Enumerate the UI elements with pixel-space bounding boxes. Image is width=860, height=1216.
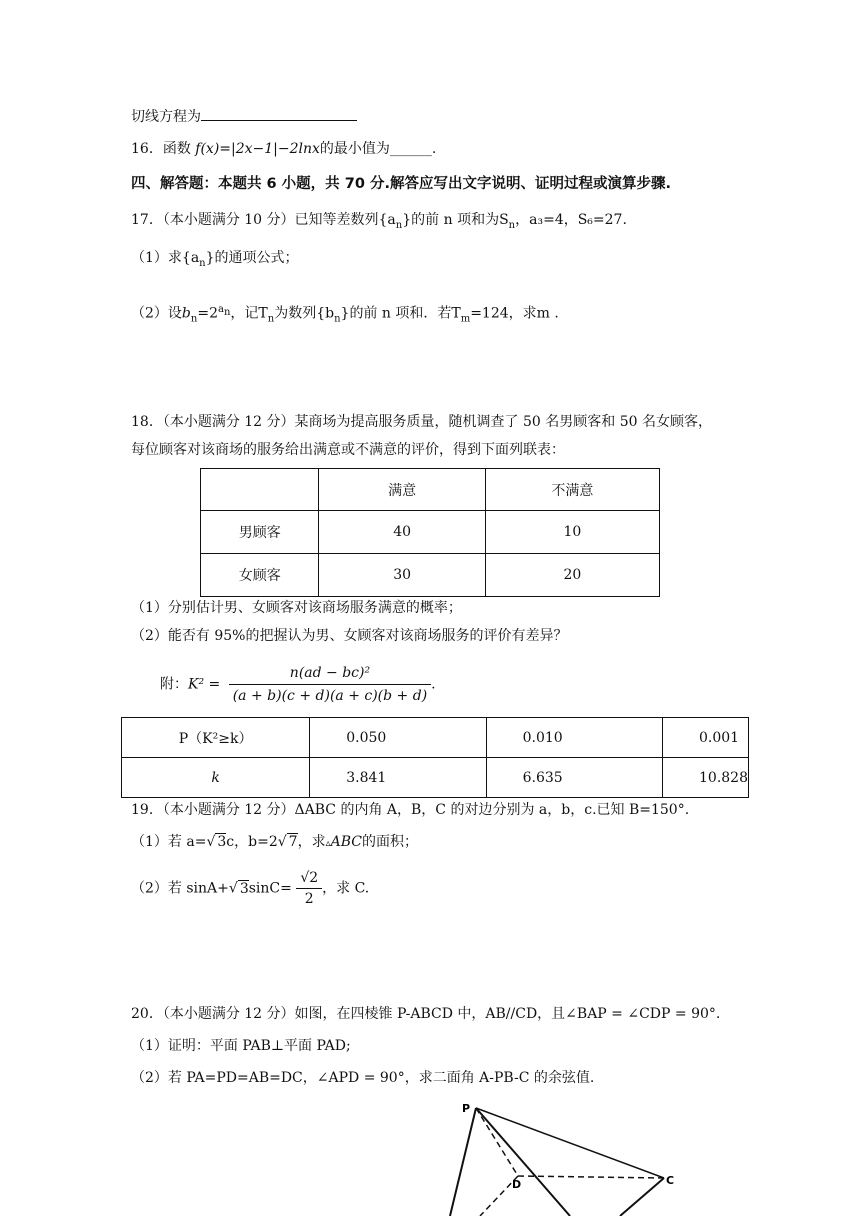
table-header: 不满意 (485, 469, 659, 511)
formula-denominator: (a + b)(c + d)(a + c)(b + d) (232, 688, 428, 704)
question-17: 17．（本小题满分 10 分）已知等差数列$\{a_n\}$的前 n 项和为$S_n$，a₃=4，S₆=27. (131, 212, 627, 231)
table-row: 男顾客 40 10 (201, 511, 660, 554)
table-header: 满意 (319, 469, 485, 511)
critical-value-table (121, 717, 749, 798)
answer-blank (201, 104, 357, 121)
question-20-part-1: （1）证明：平面 PAB⊥平面 PAD; (131, 1038, 351, 1054)
question-16: 16．函数 f(x)=|2x−1|−2lnx的最小值为______. (131, 141, 437, 157)
question-17-part-1: （1）求$\{a_n\}$的通项公式； (131, 250, 299, 269)
question-20-part-2: （2）若 PA=PD=AB=DC，∠APD = 90°，求二面角 A-PB-C 的余弦值. (131, 1070, 595, 1086)
question-19-part-2: （2）若 sinA+√ 3sinC= $\frac{√2}{2}$ ，求 C. (131, 870, 370, 907)
function-expression: f(x)=|2x−1|−2lnx (195, 141, 320, 157)
table-row: P（K²≥k） 0.050 0.010 0.001 (122, 718, 749, 758)
table-row: k 3.841 6.635 10.828 (122, 758, 749, 798)
k-squared-formula: 附：K² = $\frac{\text{n(ad − bc)²}}{(a + b)(c + d)(a + c)(b + d)}$ . (160, 662, 436, 707)
pyramid-figure (420, 1096, 720, 1216)
question-18-part-1: （1）分别估计男、女顾客对该商场服务满意的概率； (131, 600, 462, 616)
label-c: C (666, 1174, 675, 1187)
label-p: P (462, 1102, 471, 1115)
question-17-part-2: （2）设$b_n=2^{a_n}$，记$T_n$为数列$\{b_n\}$的前 n 项和．若$T_m=124$，求m . (131, 304, 559, 325)
formula-numerator: n(ad − bc)² (229, 662, 431, 685)
section-heading: 四、解答题：本题共 6 小题，共 70 分.解答应写出文字说明、证明过程或演算步骤. (131, 176, 671, 192)
question-20: 20．（本小题满分 12 分）如图，在四棱锥 P-ABCD 中，AB//CD，且∠BAP = ∠CDP = 90°. (131, 1006, 721, 1022)
table-header (201, 469, 319, 511)
table-row: 女顾客 30 20 (201, 554, 660, 597)
label-d: D (512, 1178, 522, 1191)
question-18-line-2: 每位顾客对该商场的服务给出满意或不满意的评价，得到下面列联表： (131, 442, 565, 458)
question-19-part-1: （1）若 a=√ 3c，b=2√ 7，求▵ABC的面积； (131, 834, 418, 850)
contingency-table (200, 468, 660, 597)
question-18-part-2: （2）能否有 95%的把握认为男、女顾客对该商场服务的评价有差异？ (131, 628, 568, 644)
tangent-line-text: 切线方程为 (131, 104, 357, 127)
question-18-line-1: 18．（本小题满分 12 分）某商场为提高服务质量，随机调查了 50 名男顾客和 50 名女顾客， (131, 414, 712, 430)
question-19: 19．（本小题满分 12 分）ΔABC 的内角 A，B，C 的对边分别为 a，b，c.已知 B=150°. (131, 802, 690, 818)
